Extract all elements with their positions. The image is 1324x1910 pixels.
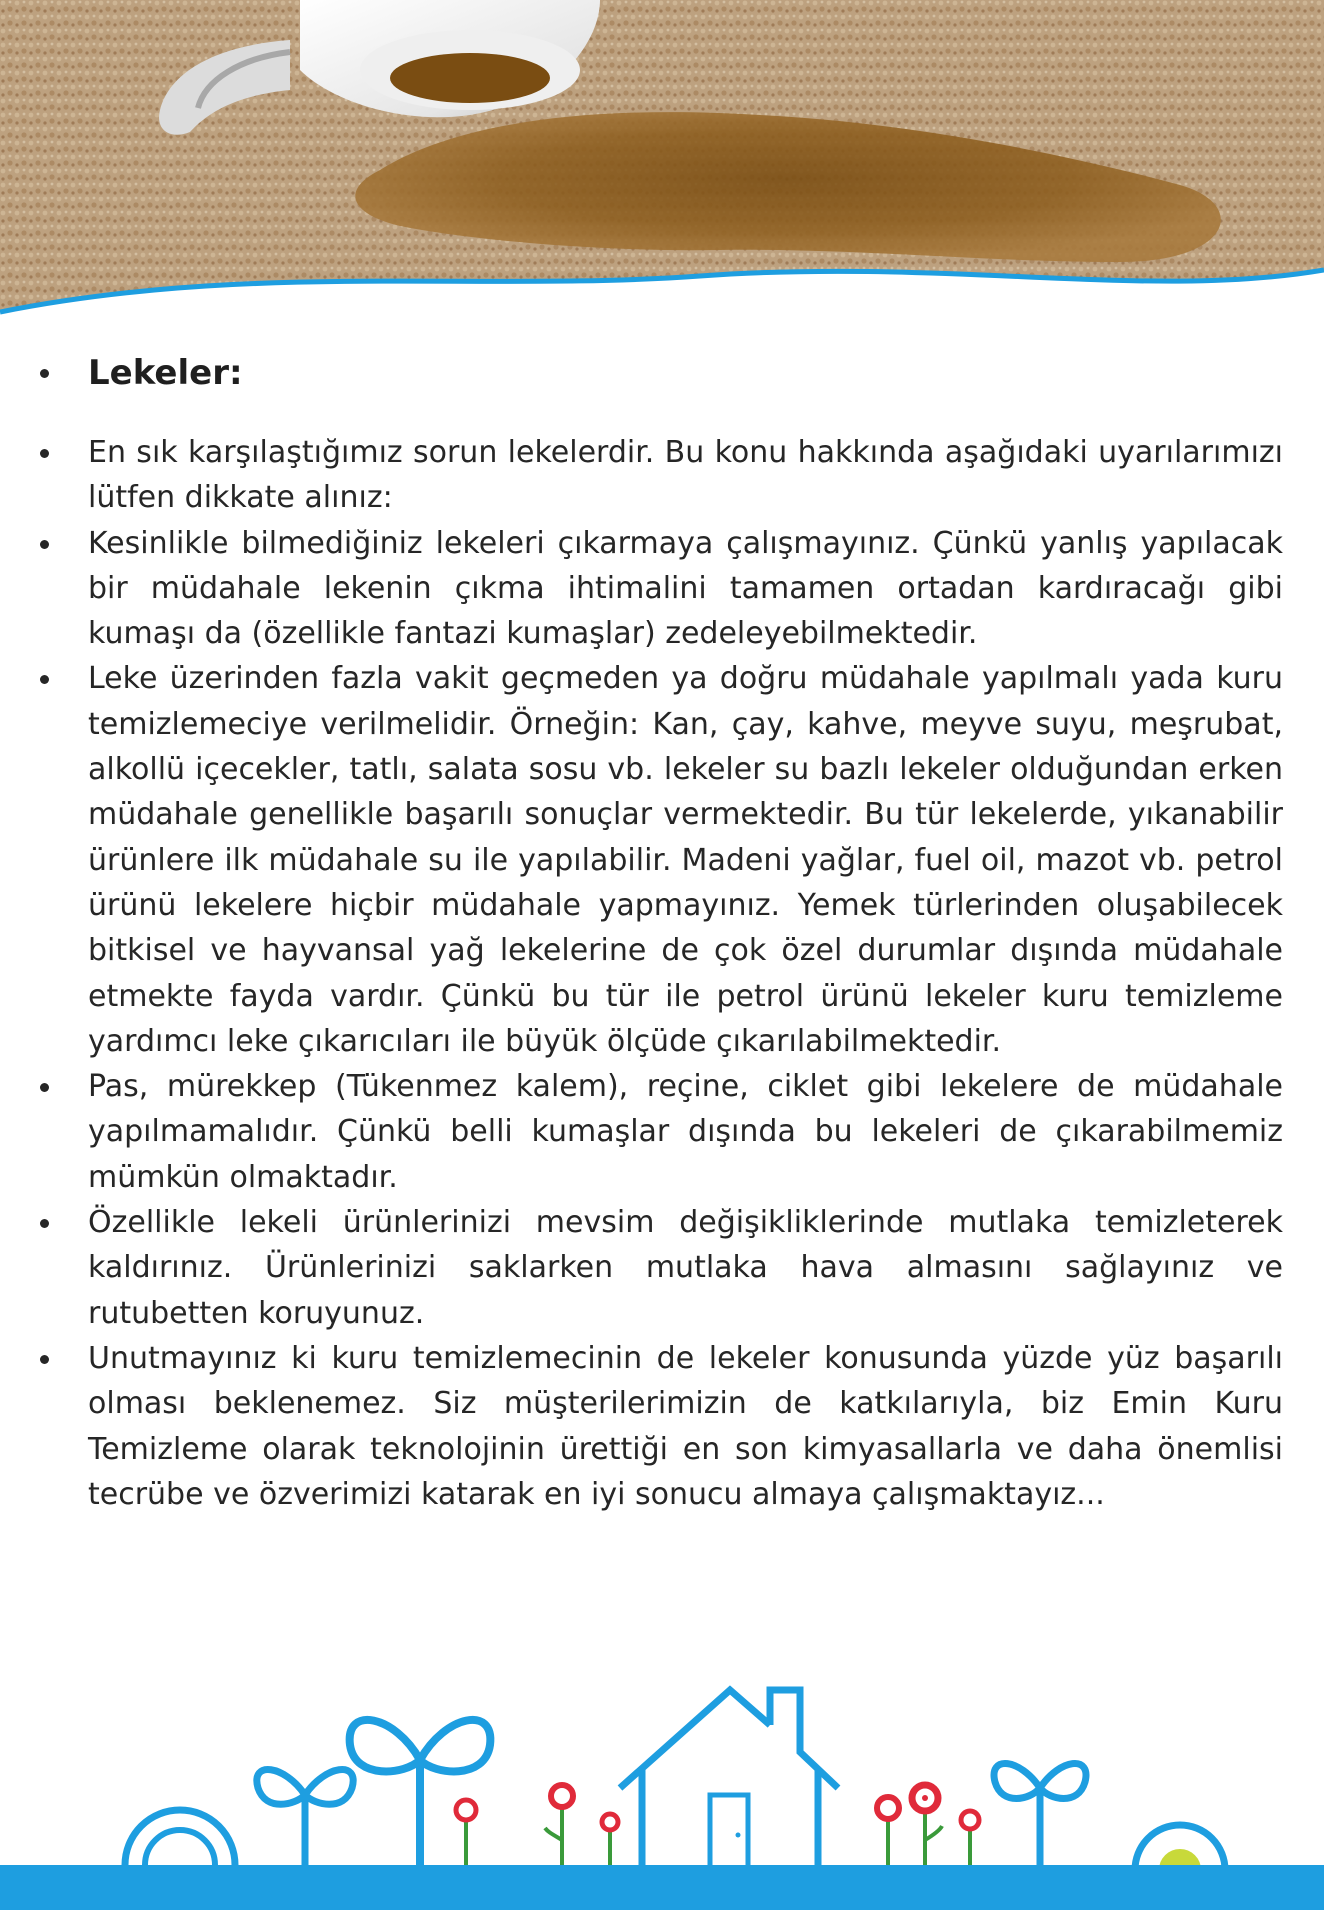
bullet-icon (40, 1083, 49, 1092)
flower-icon (602, 1814, 618, 1870)
sprout-icon (257, 1770, 353, 1870)
flower-icon (877, 1797, 899, 1870)
list-item-text: Unutmayınız ki kuru temizlemecinin de lekeler konusunda yüzde yüz başarılı olması beklenemez. Siz müşterilerimizin de katkılarıyla, biz Emin Kuru Temizleme olarak teknolojinin ürettiği en son kimyasallarla ve daha önemlisi tecrübe ve özverimizi katarak en iyi sonucu almaya çalışmaktayız... (88, 1340, 1283, 1512)
list-item-text: Leke üzerinden fazla vakit geçmeden ya doğru müdahale yapılmalı yada kuru temizlemeciye verilmelidir. Örneğin: Kan, çay, kahve, meyve suyu, meşrubat, alkollü içecekler, tatlı, salata sosu vb. lekeler su bazlı lekeler olduğundan erken müdahale genellikle başarılı sonuçlar vermektedir. Bu tür lekelerde, yıkanabilir ürünlere ilk müdahale su ile yapılabilir. Madeni yağlar, fuel oil, mazot vb. petrol ürünü lekelere hiçbir müdahale yapmayınız. Yemek türlerinden oluşabilecek bitkisel ve hayvansal yağ lekelerine de çok özel durumlar dışında müdahale etmekte fayda vardır. Çünkü bu tür ile petrol ürünü lekeler kuru temizleme yardımcı leke çıkarıcıları ile büyük ölçüde çıkarılabilmektedir. (88, 661, 1283, 1059)
list-item-text: En sık karşılaştığımız sorun lekelerdir. Bu konu hakkında aşağıdaki uyarılarımızı lütfen dikkate alınız: (88, 435, 1283, 516)
list-item (0, 1064, 1283, 1200)
list-item (0, 1336, 1283, 1517)
list-item (0, 430, 1283, 521)
flower-icon (456, 1800, 476, 1870)
list-item-text: Özellikle lekeli ürünlerinizi mevsim değişikliklerinde mutlaka temizleterek kaldırınız. Ürünlerinizi saklarken mutlaka hava almasını sağlayınız ve rutubetten koruyunuz. (88, 1205, 1283, 1331)
footer-illustration (0, 1670, 1324, 1910)
section-heading-row (0, 345, 1324, 401)
house-icon (620, 1690, 838, 1870)
content-section (0, 345, 1324, 1512)
list-item (0, 656, 1283, 1064)
list-item (0, 1200, 1283, 1336)
flower-icon (961, 1811, 979, 1870)
bullet-icon (40, 449, 49, 458)
hero-illustration (0, 0, 1324, 330)
sun-icon (1135, 1825, 1225, 1870)
ground-bar (0, 1865, 1324, 1910)
bullet-icon (40, 1355, 49, 1364)
bullet-list (0, 430, 1283, 1517)
flower-icon (545, 1785, 573, 1870)
section-heading: Lekeler: (88, 353, 243, 393)
list-item-text: Pas, mürekkep (Tükenmez kalem), reçine, ciklet gibi lekelere de müdahale yapılmamalıdır. Çünkü belli kumaşlar dışında bu lekeleri de çıkarabilmemiz mümkün olmaktadır. (88, 1069, 1283, 1195)
list-item (0, 521, 1283, 657)
sprout-icon (994, 1763, 1086, 1870)
sprout-icon (350, 1720, 491, 1870)
bullet-icon (40, 540, 49, 549)
bullet-icon (40, 1219, 49, 1228)
bullet-icon (40, 675, 49, 684)
footer-scene (0, 1670, 1324, 1910)
flower-icon (912, 1785, 942, 1870)
hero-image (0, 0, 1324, 330)
bullet-icon (40, 369, 49, 378)
list-item-text: Kesinlikle bilmediğiniz lekeleri çıkarmaya çalışmayınız. Çünkü yanlış yapılacak bir müdahale lekenin çıkma ihtimalini tamamen ortadan kardıracağı gibi kumaşı da (özellikle fantazi kumaşlar) zedeleyebilmektedir. (88, 525, 1283, 652)
sun-icon (125, 1810, 235, 1865)
